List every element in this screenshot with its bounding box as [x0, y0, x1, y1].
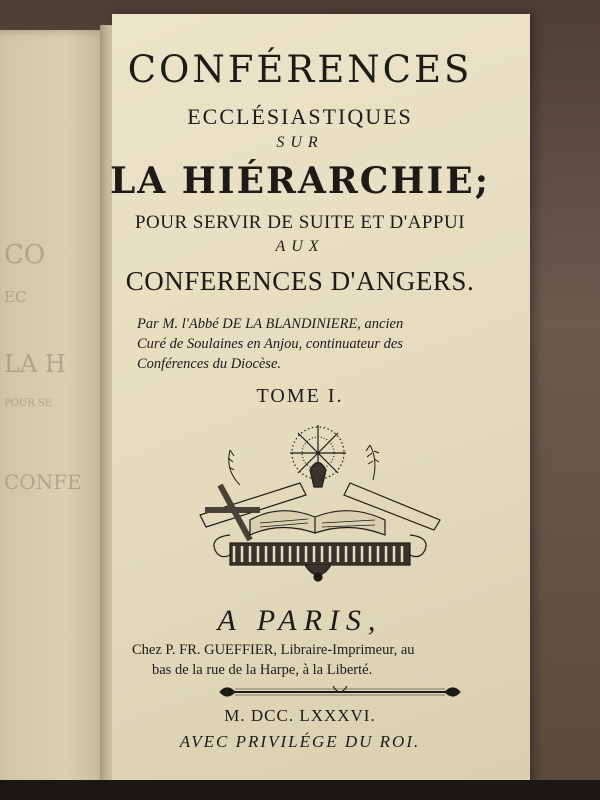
publisher-imprint: [132, 640, 512, 680]
title-line-3: SUR: [276, 134, 324, 151]
byline-line: Par M. l'Abbé DE LA BLANDINIERE, ancien: [137, 316, 404, 332]
bottom-shadow: [0, 780, 600, 800]
ghost-text: LA H: [4, 350, 66, 378]
volume-label: TOME I.: [256, 385, 344, 407]
ghost-text: POUR SE: [4, 398, 53, 409]
ghost-text: EC: [4, 288, 27, 306]
imprint-place: A PARIS,: [217, 604, 383, 637]
title-line-4: LA HIÉRARCHIE;: [109, 160, 491, 202]
ghost-text: CONFE: [4, 470, 82, 494]
title-line-6: AUX: [275, 238, 325, 255]
ghost-text: CO: [4, 240, 46, 270]
author-byline: [137, 314, 507, 374]
royal-privilege: AVEC PRIVILÉGE DU ROI.: [179, 732, 421, 751]
byline-line: Curé de Soulaines en Anjou, continuateur des: [137, 336, 403, 352]
title-line-7: CONFERENCES D'ANGERS.: [125, 266, 475, 296]
imprint-year: M. DCC. LXXXVI.: [224, 706, 376, 725]
byline-line: Conférences du Diocèse.: [137, 356, 282, 372]
title-line-5: POUR SERVIR DE SUITE ET D'APPUI: [134, 212, 466, 233]
imprint-line: Chez P. FR. GUEFFIER, Libraire-Imprimeur, au: [132, 642, 415, 658]
title-line-2: ECCLÉSIASTIQUES: [187, 104, 413, 129]
printers-ornament: [190, 425, 450, 590]
imprint-line: bas de la rue de la Harpe, à la Liberté.: [152, 662, 373, 678]
title-line-1: CONFÉRENCES: [127, 48, 473, 91]
fleuron-rule: [215, 682, 465, 702]
